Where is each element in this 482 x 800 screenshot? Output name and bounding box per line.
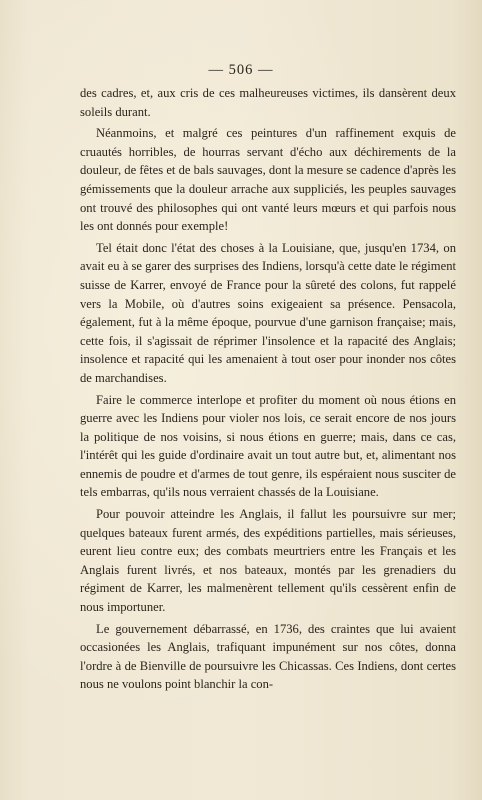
paragraph: Néanmoins, et malgré ces peintures d'un raffinement exquis de cruautés horribles, de hourras servant d'écho aux déchirements de la douleur, de fêtes et de bals sauvages, dont la mesure se cadence d'après les gémissements que la douleur arrache aux suppliciés, les peuples sauvages ont trouvé des philosophes qui ont vanté leurs mœurs et qui parfois nous les ont donnés pour exemple! — [80, 126, 456, 234]
paragraph: Faire le commerce interlope et profiter du moment où nous étions en guerre avec les Indiens pour violer nos lois, ce serait encore de nos jours la politique de nos voisins, si nous étions en guerre; mais, dans ce cas, l'intérêt qui les guide d'ordinaire avait un tout autre but, et, alimentant nos ennemis de poudre et d'armes de tout genre, ils espéraient nous susciter de tels embarras, qu'ils nous verraient chassés de la Louisiane. — [80, 392, 456, 500]
paragraph: Tel était donc l'état des choses à la Louisiane, que, jusqu'en 1734, on avait eu à se garer des surprises des Indiens, lorsqu'à cette date le régiment suisse de Karrer, envoyé de France pour la sûreté des colons, fut rappelé vers la Mobile, où d'autres soins exigeaient sa présence. Pensacola, également, fut à la même époque, pourvue d'une garnison française; mais, cette fois, il s'agissait de réprimer l'insolence et la rapacité des Anglais; insolence et rapacité qui les amenaient à tout oser pour inonder nos côtes de marchandises. — [80, 240, 456, 385]
paragraph: Le gouvernement débarrassé, en 1736, des craintes que lui avaient occasionées les Anglais, trafiquant impunément sur nos côtes, donna l'ordre à de Bienville de poursuivre les Chicassas. Ces Indiens, dont certes nous ne voulons point blanchir la con- — [80, 621, 456, 692]
paragraph: Pour pouvoir atteindre les Anglais, il fallut les poursuivre sur mer; quelques bateaux furent armés, des expéditions partielles, mais sérieuses, eurent lieu contre eux; des combats meurtriers entre les Français et les Anglais furent livrés, et nos bateaux, montés par les grenadiers du régiment de Karrer, les malmenèrent tellement qu'ils cessèrent enfin de nous importuner. — [80, 507, 456, 615]
page-number: — 506 — — [208, 62, 274, 78]
paragraph: des cadres, et, aux cris de ces malheureuses victimes, ils dansèrent deux soleils durant. — [80, 86, 456, 119]
body-text — [80, 84, 456, 697]
